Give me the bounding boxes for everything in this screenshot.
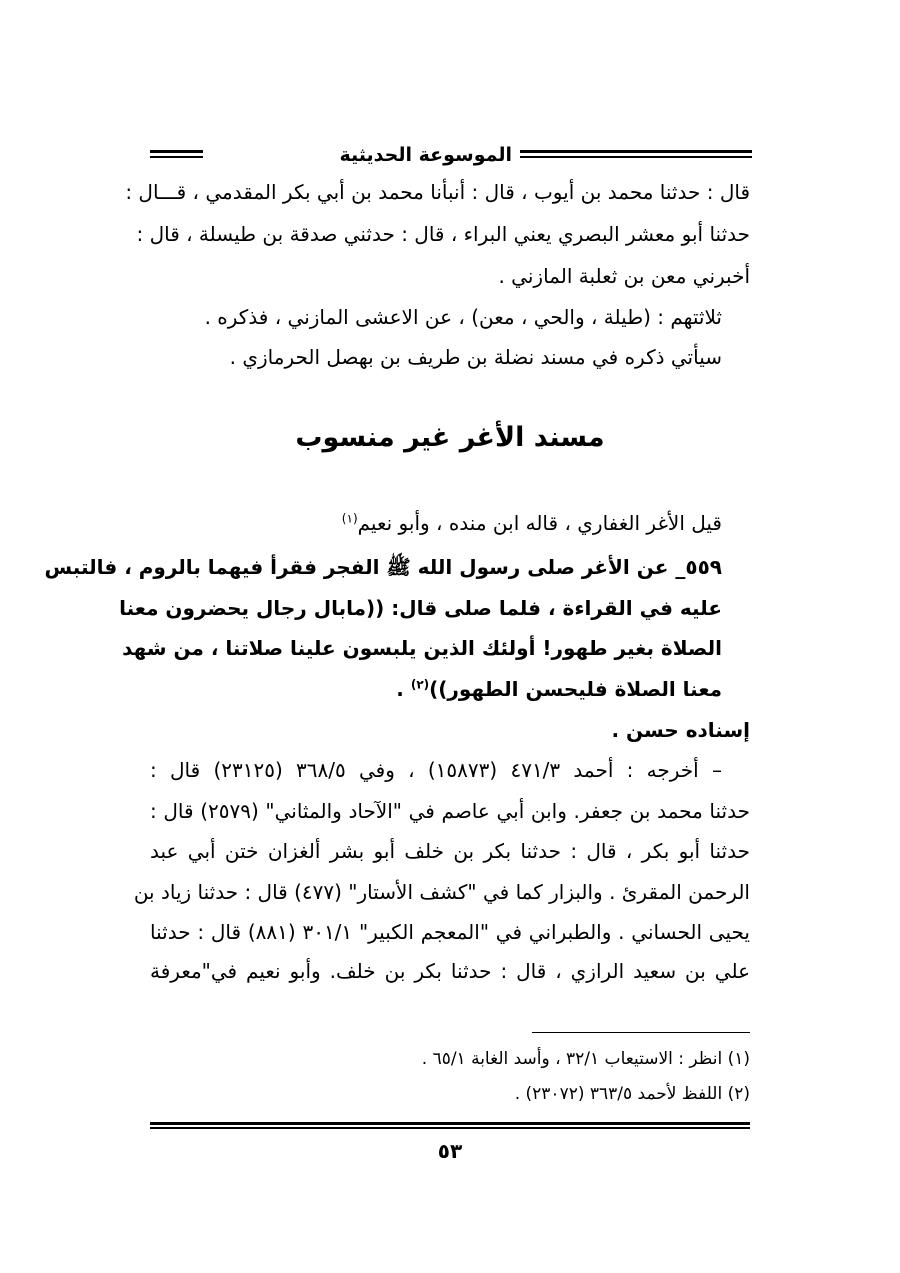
hadith-line-1: ٥٥٩_ عن الأغر صلى رسول الله ﷺ الفجر فقرأ فيهما بالروم ، فالتبس: [44, 555, 722, 579]
hadith-line-4: [396, 674, 722, 704]
takhrij-line-5: يحيى الحساني . والطبراني في "المعجم الكبير" ٣٠١/١ (٨٨١) قال : حدثنا: [150, 920, 750, 944]
header-title: الموسوعة الحديثية: [339, 144, 512, 166]
hadith-line-4-text: معنا الصلاة فليحسن الطهور)): [429, 677, 722, 701]
body-line-1: قال : حدثنا محمد بن أيوب ، قال : أنبأنا محمد بن أبي بكر المقدمي ، قـــال :: [125, 180, 750, 204]
footnote-ref-1: (١): [341, 511, 358, 526]
header-rule-left: [150, 150, 203, 158]
page-number: ٥٣: [437, 1139, 463, 1163]
takhrij-line-6: علي بن سعيد الرازي ، قال : حدثنا بكر بن خلف. وأبو نعيم في"معرفة: [150, 959, 750, 983]
footnote-2: (٢) اللفظ لأحمد ٣٦٣/٥ (٢٣٠٧٢) .: [514, 1084, 750, 1104]
body-line-4: ثلاثتهم : (طيلة ، والحي ، معن) ، عن الاعشى المازني ، فذكره .: [204, 305, 722, 329]
section-intro: [342, 508, 722, 538]
section-intro-text: قيل الأغر الغفاري ، قاله ابن منده ، وأبو نعيم: [357, 511, 722, 535]
hadith-line-4-end: .: [396, 677, 411, 701]
takhrij-line-1: – أخرجه : أحمد ٤٧١/٣ (١٥٨٧٣) ، وفي ٣٦٨/٥ (٢٣١٢٥) قال :: [150, 758, 722, 782]
hadith-line-3: الصلاة بغير طهور! أولئك الذين يلبسون علينا صلاتنا ، من شهد: [122, 636, 722, 660]
section-title: مسند الأغر غير منسوب: [295, 422, 605, 453]
takhrij-line-3: حدثنا أبو بكر ، قال : حدثنا بكر بن خلف أبو بشر ألغزان ختن أبي عبد: [150, 839, 750, 863]
footnote-ref-2: (٢): [410, 677, 430, 692]
hadith-line-2: عليه في القراءة ، فلما صلى قال: ((مابال رجال يحضرون معنا: [119, 596, 722, 620]
running-header: [150, 144, 752, 170]
body-line-5: سيأتي ذكره في مسند نضلة بن طريف بن بهصل الحرمازي .: [229, 345, 722, 369]
isnad-grading: إسناده حسن .: [611, 718, 750, 742]
body-line-3: أخبرني معن بن ثعلبة المازني .: [498, 264, 750, 288]
takhrij-line-4: الرحمن المقرئ . والبزار كما في "كشف الأستار" (٤٧٧) قال : حدثنا زياد بن: [133, 880, 750, 904]
takhrij-line-2: حدثنا محمد بن جعفر. وابن أبي عاصم في "الآحاد والمثاني" (٢٥٧٩) قال :: [150, 799, 750, 823]
footnote-separator: [532, 1032, 750, 1033]
footer-rule: [150, 1122, 750, 1129]
header-rule-right: [520, 150, 752, 158]
body-line-2: حدثنا أبو معشر البصري يعني البراء ، قال : حدثني صدقة بن طيسلة ، قال :: [136, 222, 750, 246]
footnote-1: (١) انظر : الاستيعاب ٣٢/١ ، وأسد الغابة ٦٥/١ .: [421, 1049, 750, 1069]
